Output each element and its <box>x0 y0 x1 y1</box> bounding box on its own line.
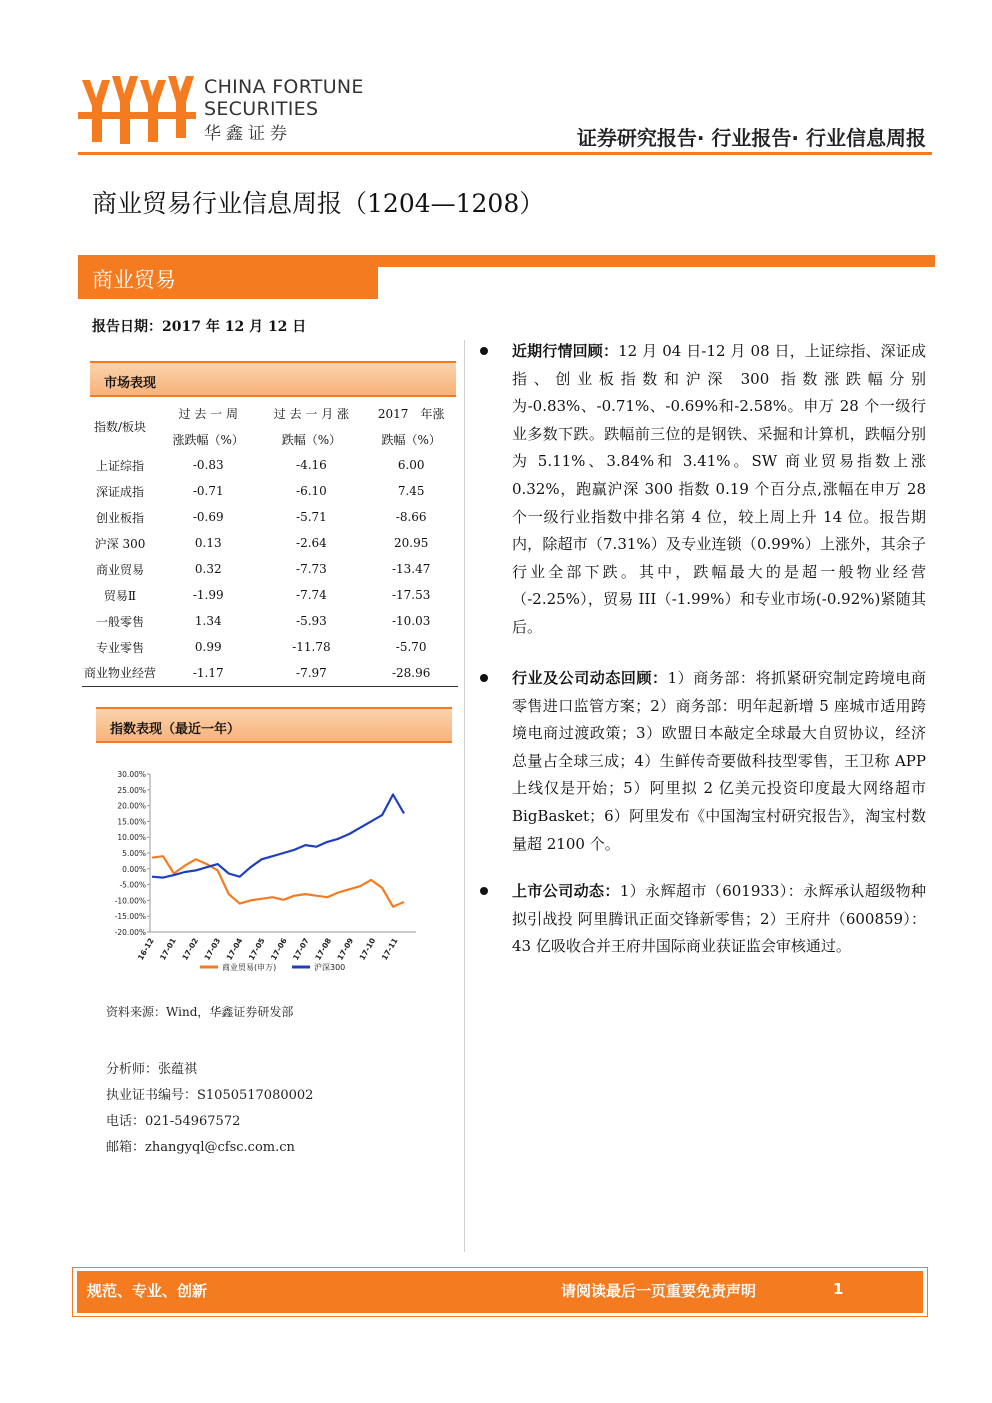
source-note: 资料来源：Wind，华鑫证券研发部 <box>106 1005 294 1019</box>
y-tick-label: 30.00% <box>117 770 146 779</box>
footer-disclaimer-note: 请阅读最后一页重要免责声明 <box>561 1282 757 1300</box>
table-row: 创业板指 -0.69 -5.71 -8.66 <box>95 510 427 525</box>
market-table <box>82 400 458 687</box>
index-chart <box>104 758 434 983</box>
series-line <box>152 856 404 907</box>
y-tick-label: 25.00% <box>117 785 146 795</box>
y-tick-label: 20.00% <box>117 801 146 811</box>
company-logo-icon <box>78 72 196 148</box>
bullet-title: 行业及公司动态回顾： <box>512 669 668 687</box>
section-title: 商业贸易 <box>92 268 176 292</box>
bullet-icon <box>480 347 488 355</box>
x-tick-label: 17-08 <box>313 936 334 962</box>
report-date: 报告日期：2017 年 12 月 12 日 <box>92 319 307 335</box>
analyst-phone: 电话：021-54967572 <box>106 1114 241 1129</box>
index-heading: 指数表现（最近一年） <box>96 707 452 743</box>
bullet-text: 1）商务部：将抓紧研究制定跨境电商零售进口监管方案；2）商务部：明年起新增 5 座城市适用跨境电商过渡政策；3）欧盟日本敲定全球最大自贸协议，经济总量占全球三成；4）生鲜传奇要做科技型零售，王卫称 APP 上线仅是开始；5）阿里拟 2 亿美元投资印度最大网络超市 BigBasket；6）阿里发布《中国淘宝村研究报告》，淘宝村数量超 2100 个。 <box>512 669 926 853</box>
table-row: 贸易Ⅱ -1.99 -7.74 -17.53 <box>103 588 431 603</box>
footer-slogan: 规范、专业、创新 <box>87 1282 208 1300</box>
logo-text-chinese: 华鑫证券 <box>204 124 292 144</box>
y-tick-label: -15.00% <box>114 912 146 922</box>
logo-text-english: CHINA FORTUNE <box>204 76 364 98</box>
series-line <box>152 795 404 878</box>
bullet-icon <box>480 674 488 682</box>
x-tick-label: 17-06 <box>268 936 289 962</box>
y-tick-label: 15.00% <box>117 817 146 827</box>
x-tick-label: 17-10 <box>357 936 378 962</box>
table-row: 深证成指 -0.71 -6.10 7.45 <box>95 484 425 499</box>
bullet-text: 12 月 04 日-12 月 08 日，上证综指、深证成指、创业板指数和沪深 300 指数涨跌幅分别为-0.83%、-0.71%、-0.69%和-2.58%。申万 28 个一级行业多数下跌。跌幅前三位的是钢铁、采掘和计算机，跌幅分别为 5.11%、3.84%和 3.41%。SW 商业贸易指数上涨 0.32%，跑赢沪深 300 指数 0.19 个百分点,涨幅在申万 28 个一级行业指数中排名第 4 位，较上周上升 14 位。报告期内，除超市（7.31%）及专业连锁（0.99%）上涨外，其余子行业全部下跌。其中，跌幅最大的是超一般物业经营（-2.25%），贸易 III（-1.99%）和专业市场(-0.92%)紧随其后。 <box>512 342 926 636</box>
col-header-month-2: 跌幅（%） <box>281 432 342 447</box>
x-tick-label: 16-12 <box>135 936 156 962</box>
legend-label: 沪深300 <box>314 963 346 972</box>
col-header-week-2: 涨跌幅（%） <box>172 432 244 447</box>
col-header-week: 过 去 一 周 <box>178 406 238 421</box>
y-tick-label: 5.00% <box>122 849 146 858</box>
col-header-ytd-2: 跌幅（%） <box>381 432 441 447</box>
logo-text-english-2: SECURITIES <box>204 98 319 120</box>
analyst-email[interactable]: 邮箱：zhangyql@cfsc.com.cn <box>106 1140 295 1155</box>
x-tick-label: 17-09 <box>335 936 356 962</box>
x-tick-label: 17-05 <box>246 936 267 962</box>
table-row: 一般零售 1.34 -5.93 -10.03 <box>95 614 431 629</box>
table-row: 上证综指 -0.83 -4.16 6.00 <box>95 458 425 473</box>
table-row: 沪深 300 0.13 -2.64 20.95 <box>94 536 429 551</box>
col-header-index: 指数/板块 <box>93 419 147 434</box>
col-header-ytd: 2017 年涨 <box>377 406 445 421</box>
x-tick-label: 17-04 <box>224 936 245 962</box>
x-tick-label: 17-03 <box>202 936 223 962</box>
table-row: 商业贸易 0.32 -7.73 -13.47 <box>95 562 431 577</box>
y-tick-label: 10.00% <box>117 833 146 843</box>
y-tick-label: -10.00% <box>114 896 146 906</box>
page-footer <box>72 1267 928 1317</box>
table-row: 专业零售 0.99 -11.78 -5.70 <box>95 640 427 655</box>
header-divider <box>78 152 932 155</box>
x-tick-label: 17-01 <box>158 936 178 962</box>
analyst-name: 分析师：张蕴祺 <box>106 1062 198 1077</box>
bullet-text: 1）永辉超市（601933）：永辉承认超级物种拟引战投 阿里腾讯正面交锋新零售；2）王府井（600859）：43 亿吸收合并王府井国际商业获证监会审核通过。 <box>512 882 926 956</box>
analyst-cert: 执业证书编号：S1050517080002 <box>106 1088 314 1103</box>
report-category: 证券研究报告· 行业报告· 行业信息周报 <box>576 126 926 150</box>
legend-label: 商业贸易(申万) <box>222 963 277 972</box>
bullet-title: 上市公司动态： <box>512 882 620 900</box>
x-tick-label: 17-02 <box>180 936 201 962</box>
y-tick-label: -20.00% <box>114 928 146 937</box>
x-tick-label: 17-11 <box>379 936 400 962</box>
col-header-month: 过 去 一 月 涨 <box>273 406 350 421</box>
page-title: 商业贸易行业信息周报（1204—1208） <box>92 189 545 218</box>
y-tick-label: -5.00% <box>119 880 146 890</box>
table-row: 商业物业经营 -1.17 -7.97 -28.96 <box>82 660 458 686</box>
bullet-title: 近期行情回顾： <box>512 342 619 360</box>
y-tick-label: 0.00% <box>122 864 146 874</box>
section-banner <box>78 255 935 299</box>
page-number: 1 <box>833 1280 844 1298</box>
bullet-icon <box>480 887 488 895</box>
market-heading: 市场表现 <box>90 361 456 397</box>
x-tick-label: 17-07 <box>291 936 311 962</box>
